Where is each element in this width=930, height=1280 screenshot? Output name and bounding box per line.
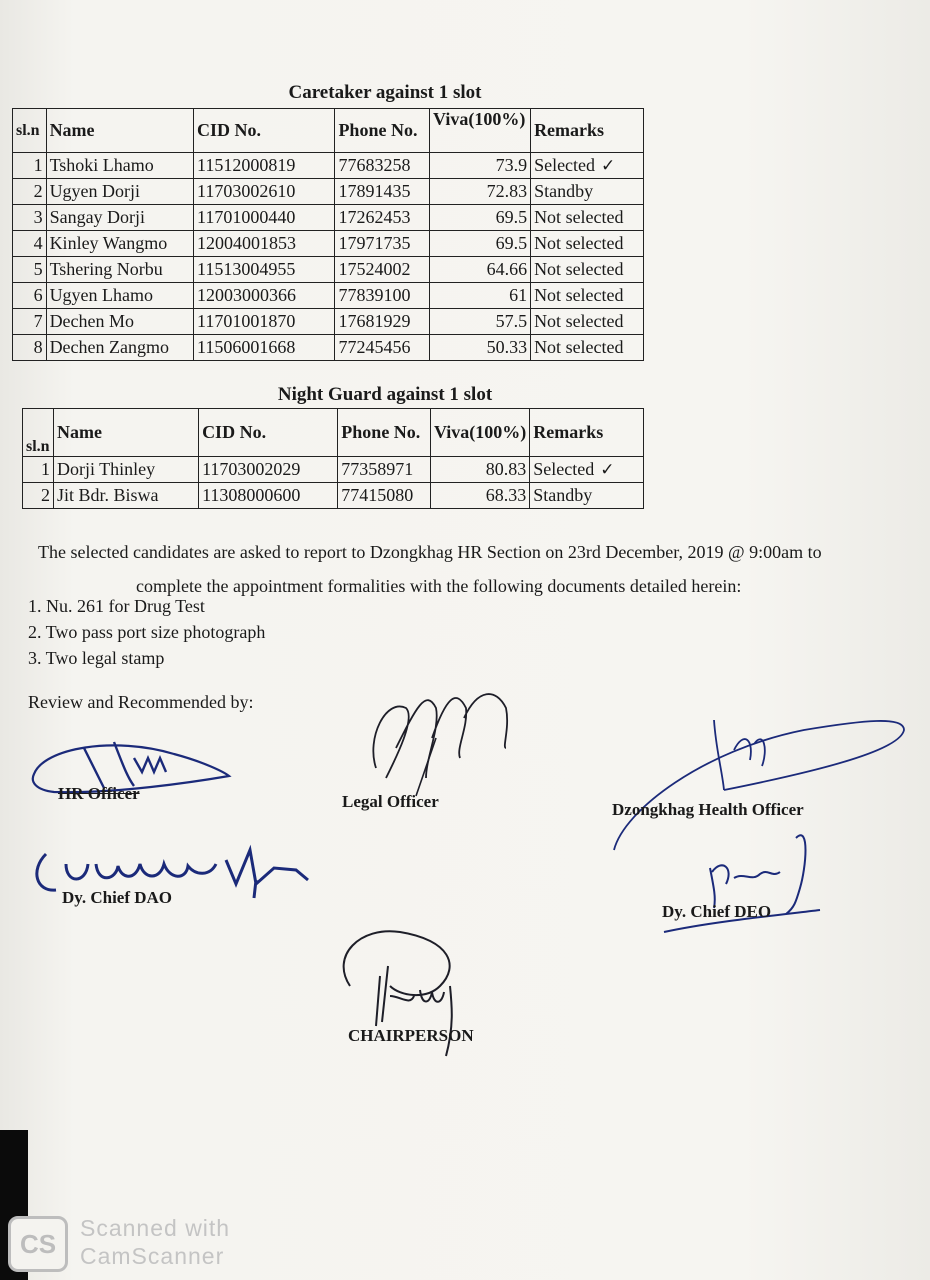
header-sl: sl.n (23, 409, 54, 457)
camscanner-watermark (80, 1214, 230, 1270)
remarks-cell (531, 283, 644, 309)
phone-cell-text: 17971735 (338, 233, 411, 253)
table-row (13, 153, 644, 179)
sl-cell-text: 8 (33, 337, 43, 357)
name-cell-text: Ugyen Lhamo (49, 285, 154, 305)
night-guard-header-row (23, 409, 644, 457)
table-row (23, 457, 644, 483)
phone-cell (335, 257, 430, 283)
name-cell-text: Tshering Norbu (49, 259, 163, 279)
name-cell-text: Sangay Dorji (49, 207, 146, 227)
header-cid: CID No. (194, 109, 335, 153)
cid-cell (194, 153, 335, 179)
header-phone: Phone No. (335, 109, 430, 153)
header-remarks: Remarks (531, 109, 644, 153)
cid-cell (199, 457, 338, 483)
remarks-cell-text: Not selected (534, 259, 624, 279)
sl-cell-text: 5 (33, 259, 43, 279)
name-cell (46, 257, 193, 283)
document-item-3: 3. Two legal stamp (28, 648, 165, 668)
caretaker-table (12, 108, 644, 361)
dy-chief-deo-label: Dy. Chief DEO (662, 902, 772, 921)
cid-cell-text: 11701000440 (197, 207, 296, 227)
viva-cell-text: 61 (509, 285, 528, 305)
name-cell-text: Kinley Wangmo (49, 233, 168, 253)
phone-cell-text: 17262453 (338, 207, 411, 227)
phone-cell-text: 77358971 (341, 459, 414, 479)
sl-cell-text: 1 (40, 459, 50, 479)
viva-cell (430, 335, 531, 361)
cid-cell (194, 309, 335, 335)
night-guard-body (23, 457, 644, 509)
name-cell-text: Ugyen Dorji (49, 181, 141, 201)
table-row (23, 483, 644, 509)
sl-cell (13, 257, 47, 283)
phone-cell-text: 17891435 (338, 181, 411, 201)
remarks-cell-text: Not selected (534, 337, 624, 357)
sl-cell (13, 179, 47, 205)
remarks-cell (530, 483, 644, 509)
remarks-cell-text: Not selected (534, 285, 624, 305)
sl-cell (13, 335, 47, 361)
remarks-cell-text: Selected (534, 155, 596, 175)
cid-cell-text: 11701001870 (197, 311, 296, 331)
remarks-cell-text: Standby (534, 181, 594, 201)
remarks-cell (531, 257, 644, 283)
night-guard-table (22, 408, 644, 509)
name-cell (46, 231, 193, 257)
table-row (13, 309, 644, 335)
cid-cell (194, 231, 335, 257)
phone-cell (335, 231, 430, 257)
remarks-cell (531, 309, 644, 335)
notice-line-2: complete the appointment formalities with the following documents detailed herein: (136, 576, 742, 596)
viva-cell (430, 257, 531, 283)
phone-cell (338, 483, 431, 509)
viva-cell (430, 309, 531, 335)
cid-cell-text: 11703002610 (197, 181, 296, 201)
cid-cell (194, 283, 335, 309)
header-cid: CID No. (199, 409, 338, 457)
phone-cell (335, 205, 430, 231)
sl-cell (13, 205, 47, 231)
sl-cell (23, 483, 54, 509)
name-cell (46, 309, 193, 335)
name-cell-text: Dorji Thinley (56, 459, 156, 479)
remarks-cell (531, 179, 644, 205)
dy-chief-dao-label: Dy. Chief DAO (62, 888, 173, 907)
viva-cell (430, 153, 531, 179)
header-name: Name (46, 109, 193, 153)
hr-officer-label: HR Officer (58, 784, 140, 803)
header-name: Name (53, 409, 198, 457)
table-row (13, 335, 644, 361)
sl-cell-text: 2 (33, 181, 43, 201)
viva-cell (430, 483, 529, 509)
viva-cell (430, 231, 531, 257)
cid-cell (194, 205, 335, 231)
sl-cell-text: 7 (33, 311, 43, 331)
phone-cell (335, 153, 430, 179)
phone-cell-text: 77683258 (338, 155, 411, 175)
sl-cell (13, 153, 47, 179)
sl-cell-text: 1 (33, 155, 43, 175)
phone-cell-text: 77415080 (341, 485, 414, 505)
sl-cell-text: 4 (33, 233, 43, 253)
viva-cell-text: 69.5 (495, 207, 528, 227)
check-mark-icon: ✓ (600, 460, 615, 479)
cid-cell-text: 11512000819 (197, 155, 296, 175)
cid-cell-text: 11506001668 (197, 337, 296, 357)
viva-cell (430, 283, 531, 309)
phone-cell (335, 335, 430, 361)
header-remarks: Remarks (530, 409, 644, 457)
viva-cell-text: 80.83 (485, 459, 527, 479)
watermark-line-2: CamScanner (80, 1243, 225, 1269)
viva-cell-text: 68.33 (485, 485, 527, 505)
chairperson-label: CHAIRPERSON (348, 1026, 474, 1045)
header-viva: Viva(100%) (430, 109, 531, 153)
camscanner-logo-icon: CS (8, 1216, 68, 1272)
name-cell (46, 153, 193, 179)
remarks-cell (531, 153, 644, 179)
header-phone: Phone No. (338, 409, 431, 457)
name-cell (53, 457, 198, 483)
cid-cell (199, 483, 338, 509)
sl-cell-text: 3 (33, 207, 43, 227)
phone-cell-text: 17681929 (338, 311, 411, 331)
phone-cell (335, 179, 430, 205)
remarks-cell (531, 205, 644, 231)
remarks-cell-text: Selected (533, 459, 595, 479)
check-mark-icon: ✓ (601, 156, 616, 175)
remarks-cell-text: Not selected (534, 233, 624, 253)
sl-cell-text: 6 (33, 285, 43, 305)
remarks-cell (530, 457, 644, 483)
cid-cell-text: 12004001853 (197, 233, 297, 253)
viva-cell (430, 205, 531, 231)
name-cell-text: Jit Bdr. Biswa (56, 485, 159, 505)
remarks-cell-text: Not selected (534, 311, 624, 331)
viva-cell-text: 50.33 (486, 337, 528, 357)
viva-cell-text: 73.9 (495, 155, 528, 175)
caretaker-body (13, 153, 644, 361)
table-row (13, 179, 644, 205)
viva-cell (430, 457, 529, 483)
cid-cell (194, 335, 335, 361)
viva-cell (430, 179, 531, 205)
document-item-1: 1. Nu. 261 for Drug Test (28, 596, 205, 616)
name-cell (46, 205, 193, 231)
name-cell-text: Dechen Mo (49, 311, 135, 331)
night-guard-title: Night Guard against 1 slot (277, 384, 493, 405)
legal-officer-signature (356, 678, 516, 808)
caretaker-header-row (13, 109, 644, 153)
sl-cell (13, 231, 47, 257)
cid-cell-text: 11513004955 (197, 259, 296, 279)
name-cell (53, 483, 198, 509)
review-label: Review and Recommended by: (28, 692, 254, 712)
name-cell-text: Dechen Zangmo (49, 337, 170, 357)
phone-cell-text: 17524002 (338, 259, 411, 279)
phone-cell (335, 309, 430, 335)
sl-cell (23, 457, 54, 483)
phone-cell (338, 457, 431, 483)
table-row (13, 205, 644, 231)
phone-cell-text: 77839100 (338, 285, 411, 305)
remarks-cell (531, 335, 644, 361)
cid-cell (194, 179, 335, 205)
viva-cell-text: 64.66 (486, 259, 528, 279)
cid-cell-text: 11308000600 (202, 485, 301, 505)
sl-cell (13, 283, 47, 309)
table-row (13, 231, 644, 257)
watermark-line-1: Scanned with (80, 1215, 231, 1241)
remarks-cell (531, 231, 644, 257)
name-cell-text: Tshoki Lhamo (49, 155, 154, 175)
viva-cell-text: 69.5 (495, 233, 528, 253)
sl-cell-text: 2 (40, 485, 50, 505)
legal-officer-label: Legal Officer (342, 792, 439, 811)
cid-cell-text: 12003000366 (197, 285, 297, 305)
sl-cell (13, 309, 47, 335)
name-cell (46, 283, 193, 309)
document-item-2: 2. Two pass port size photograph (28, 622, 266, 642)
viva-cell-text: 57.5 (495, 311, 528, 331)
cid-cell (194, 257, 335, 283)
phone-cell (335, 283, 430, 309)
name-cell (46, 335, 193, 361)
notice-line-1: The selected candidates are asked to report to Dzongkhag HR Section on 23rd December, 2019 @ 9:00am to (38, 542, 822, 562)
viva-cell-text: 72.83 (486, 181, 528, 201)
table-row (13, 283, 644, 309)
name-cell (46, 179, 193, 205)
remarks-cell-text: Not selected (534, 207, 624, 227)
caretaker-title: Caretaker against 1 slot (288, 82, 482, 103)
remarks-cell-text: Standby (533, 485, 593, 505)
header-viva: Viva(100%) (430, 409, 529, 457)
phone-cell-text: 77245456 (338, 337, 411, 357)
table-row (13, 257, 644, 283)
cid-cell-text: 11703002029 (202, 459, 301, 479)
header-sl: sl.n (13, 109, 47, 153)
health-officer-label: Dzongkhag Health Officer (612, 800, 804, 819)
